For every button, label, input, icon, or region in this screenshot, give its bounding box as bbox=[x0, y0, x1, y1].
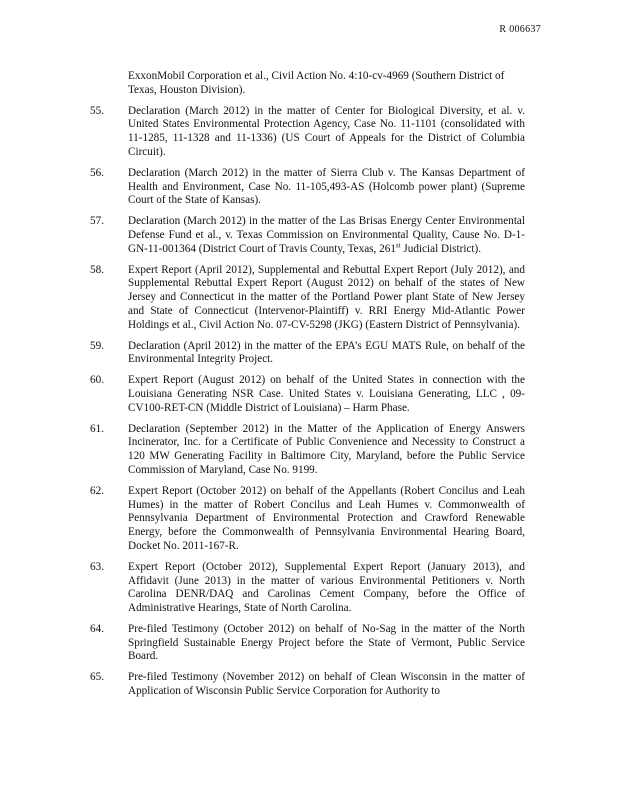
item-text: Declaration (March 2012) in the matter of Center for Biological Diversity, et al. v. United States Environmental Protection Agency, Case No. 11-1101 (consolidated with 11-1285, 11-1328 and 11-1336) (US Court of Appeals for the District of Columbia Circuit). bbox=[128, 104, 525, 158]
item-text: Expert Report (August 2012) on behalf of the United States in connection with the Louisiana Generating NSR Case. United States v. Louisiana Generating, LLC , 09-CV100-RET-CN (Middle District of Louisiana) – Harm Phase. bbox=[128, 374, 525, 414]
item-text-tail: Judicial District). bbox=[400, 242, 482, 255]
item-number: 58. bbox=[90, 263, 104, 276]
item-number: 55. bbox=[90, 104, 104, 117]
item-text: Expert Report (October 2012), Supplemental Expert Report (January 2013), and Affidavit (June 2013) in the matter of various Environmental Petitioners v. North Carolina DENR/DAQ and Carolinas Cement Company, before the Office of Administrative Hearings, State of North Carolina. bbox=[128, 560, 525, 615]
list-item bbox=[90, 671, 525, 699]
item-number: 64. bbox=[90, 622, 104, 635]
item-number: 59. bbox=[90, 339, 104, 352]
list-item bbox=[90, 374, 525, 415]
item-number: 61. bbox=[90, 422, 104, 435]
item-number: 60. bbox=[90, 374, 104, 387]
item-text: Declaration (April 2012) in the matter of the EPA’s EGU MATS Rule, on behalf of the Environmental Integrity Project. bbox=[128, 339, 525, 366]
item-number: 65. bbox=[90, 671, 104, 684]
item-number: 62. bbox=[90, 484, 104, 497]
document-body bbox=[90, 70, 525, 706]
item-text: Expert Report (April 2012), Supplemental and Rebuttal Expert Report (July 2012), and Supplemental Rebuttal Expert Report (August 2012) on behalf of the states of New Jersey and Connecticut in the matter of the Portland Power plant State of New Jersey and State of Connecticut (Intervenor-Plaintiff) v. RRI Energy Mid-Atlantic Power Holdings et al., Civil Action No. 07-CV-5298 (JKG) (Eastern District of Pennsylvania). bbox=[128, 263, 525, 331]
list-item bbox=[90, 485, 525, 554]
item-number: 56. bbox=[90, 166, 104, 179]
item-text: Pre-filed Testimony (October 2012) on behalf of No-Sag in the matter of the North Springfield Sustainable Energy Project before the State of Vermont, Public Service Board. bbox=[128, 622, 525, 663]
ordinal-superscript: st bbox=[395, 241, 401, 250]
page-reference-number: R 006637 bbox=[499, 24, 541, 35]
item-number: 57. bbox=[90, 215, 104, 228]
list-item bbox=[90, 167, 525, 208]
item-text-main: Declaration (March 2012) in the matter of the Las Brisas Energy Center Environmental Defense Fund et al., v. Texas Commission on Environmental Quality, Cause No. D-1-GN-11-001364 (District Court of Travis County, Texas, 261 bbox=[128, 215, 525, 255]
list-item bbox=[90, 561, 525, 616]
item-text: Pre-filed Testimony (November 2012) on behalf of Clean Wisconsin in the matter of Application of Wisconsin Public Service Corporation for Authority to bbox=[128, 671, 525, 698]
list-item bbox=[90, 623, 525, 664]
list-item bbox=[90, 215, 525, 256]
item-text: Declaration (March 2012) in the matter of Sierra Club v. The Kansas Department of Health and Environment, Case No. 11-105,493-AS (Holcomb power plant) (Supreme Court of the State of Kansas). bbox=[128, 166, 525, 207]
item-number: 63. bbox=[90, 560, 104, 573]
list-item bbox=[90, 105, 525, 160]
list-item bbox=[90, 423, 525, 478]
item-text bbox=[128, 215, 525, 256]
list-item bbox=[90, 264, 525, 333]
list-item bbox=[90, 340, 525, 368]
item-text: Declaration (September 2012) in the Matter of the Application of Energy Answers Incinerator, Inc. for a Certificate of Public Convenience and Necessity to Construct a 120 MW Generating Facility in Baltimore City, Maryland, before the Public Service Commission of Maryland, Case No. 9199. bbox=[128, 422, 525, 476]
continuation-paragraph: ExxonMobil Corporation et al., Civil Action No. 4:10-cv-4969 (Southern District of Texas, Houston Division). bbox=[128, 70, 505, 96]
item-text: Expert Report (October 2012) on behalf of the Appellants (Robert Concilus and Leah Humes) in the matter of Robert Concilus and Leah Humes v. Commonwealth of Pennsylvania Department of Environmental Protection and Crawford Renewable Energy, before the Commonwealth of Pennsylvania Environmental Hearing Board, Docket No. 2011-167-R. bbox=[128, 484, 525, 552]
